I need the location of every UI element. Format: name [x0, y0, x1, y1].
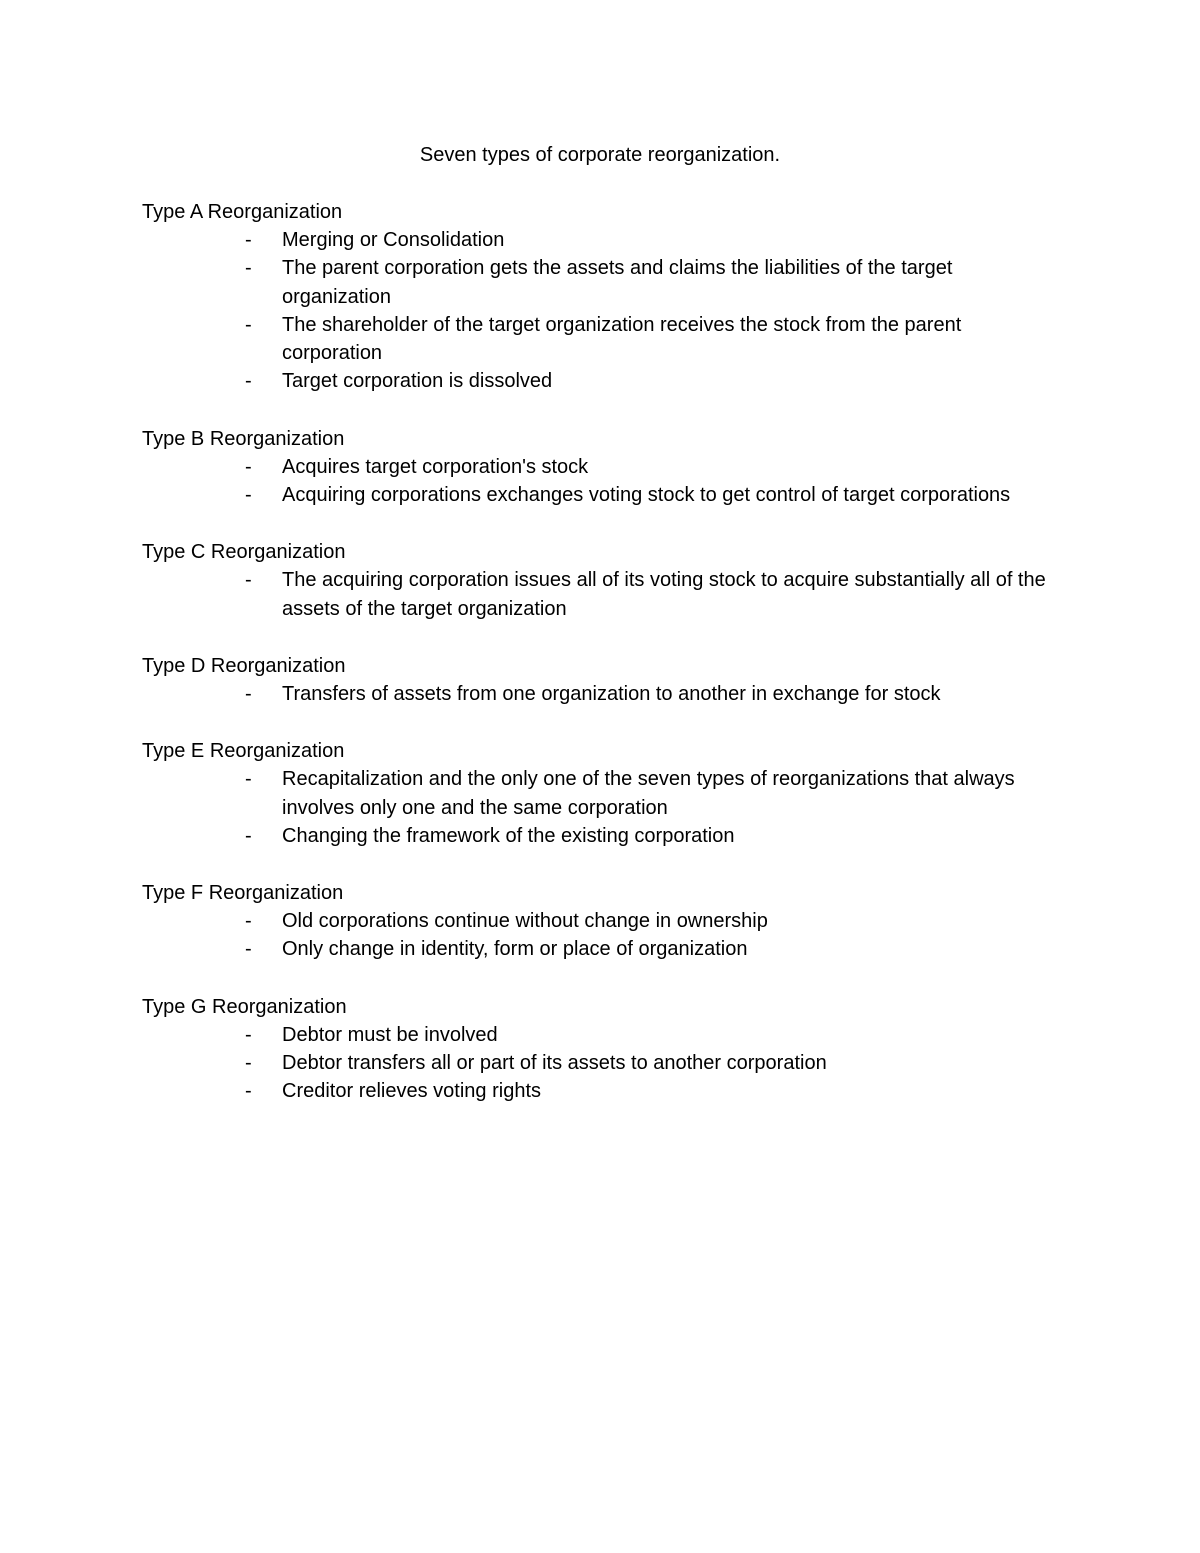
bullet-list [142, 680, 1062, 708]
bullet-text: Target corporation is dissolved [282, 370, 553, 393]
bullet-item [142, 226, 1062, 254]
section-type-a [142, 198, 1062, 396]
bullet-text: Transfers of assets from one organization to another in exchange for stock [282, 682, 941, 705]
bullet-text: Acquiring corporations exchanges voting stock to get control of target corporations [282, 484, 1011, 507]
bullet-text: The shareholder of the target organization receives the stock from the parent corporation [282, 313, 962, 365]
bullet-item [142, 453, 1062, 481]
bullet-text: Debtor must be involved [282, 1023, 498, 1046]
section-heading: Type D Reorganization [142, 654, 346, 677]
section-type-f [142, 879, 1062, 964]
section-heading: Type E Reorganization [142, 740, 345, 763]
section-heading: Type F Reorganization [142, 882, 344, 905]
section-type-g [142, 993, 1062, 1106]
section-type-d [142, 652, 1062, 708]
dash-marker: - [245, 569, 252, 592]
section-type-c [142, 538, 1062, 623]
document-title: Seven types of corporate reorganization. [419, 144, 781, 166]
dash-marker: - [245, 455, 252, 478]
bullet-list [142, 907, 1062, 964]
bullet-item [142, 481, 1062, 509]
section-heading: Type G Reorganization [142, 995, 347, 1018]
bullet-item [142, 765, 1062, 822]
dash-marker: - [245, 229, 252, 251]
bullet-item [142, 822, 1062, 850]
bullet-text: Debtor transfers all or part of its assets to another corporation [282, 1052, 827, 1075]
dash-marker: - [245, 484, 252, 507]
sections-container [142, 198, 1062, 1135]
bullet-list [142, 226, 1062, 396]
bullet-text: Changing the framework of the existing corporation [282, 824, 735, 847]
dash-marker: - [245, 313, 252, 336]
bullet-item [142, 311, 1062, 368]
bullet-text: The parent corporation gets the assets and claims the liabilities of the target organization [282, 257, 953, 308]
bullet-item [142, 367, 1062, 395]
dash-marker: - [245, 682, 252, 705]
bullet-text: Creditor relieves voting rights [282, 1080, 541, 1103]
bullet-list [142, 453, 1062, 510]
dash-marker: - [245, 257, 252, 280]
bullet-item [142, 1049, 1062, 1077]
dash-marker: - [245, 1080, 252, 1103]
bullet-item [142, 1021, 1062, 1049]
bullet-list [142, 566, 1062, 623]
dash-marker: - [245, 370, 252, 393]
section-type-e [142, 737, 1062, 850]
dash-marker: - [245, 938, 252, 961]
bullet-item [142, 254, 1062, 311]
bullet-list [142, 765, 1062, 850]
bullet-text: Recapitalization and the only one of the seven types of reorganizations that always involves only one and the same corporation [282, 768, 1015, 819]
bullet-item [142, 935, 1062, 963]
bullet-text: Old corporations continue without change in ownership [282, 910, 768, 933]
dash-marker: - [245, 1052, 252, 1075]
bullet-item [142, 1077, 1062, 1105]
section-heading: Type B Reorganization [142, 427, 345, 450]
dash-marker: - [245, 768, 252, 791]
section-heading: Type C Reorganization [142, 541, 346, 564]
bullet-item [142, 680, 1062, 708]
bullet-item [142, 907, 1062, 935]
bullet-text: Merging or Consolidation [282, 229, 505, 251]
section-type-b [142, 425, 1062, 510]
bullet-item [142, 566, 1062, 623]
dash-marker: - [245, 1023, 252, 1046]
bullet-text: Only change in identity, form or place of organization [282, 938, 748, 961]
bullet-text: The acquiring corporation issues all of its voting stock to acquire substantially all of the assets of the target organization [282, 569, 1046, 620]
bullet-list [142, 1021, 1062, 1106]
dash-marker: - [245, 910, 252, 933]
bullet-text: Acquires target corporation's stock [282, 455, 589, 478]
dash-marker: - [245, 824, 252, 847]
section-heading: Type A Reorganization [142, 201, 343, 223]
